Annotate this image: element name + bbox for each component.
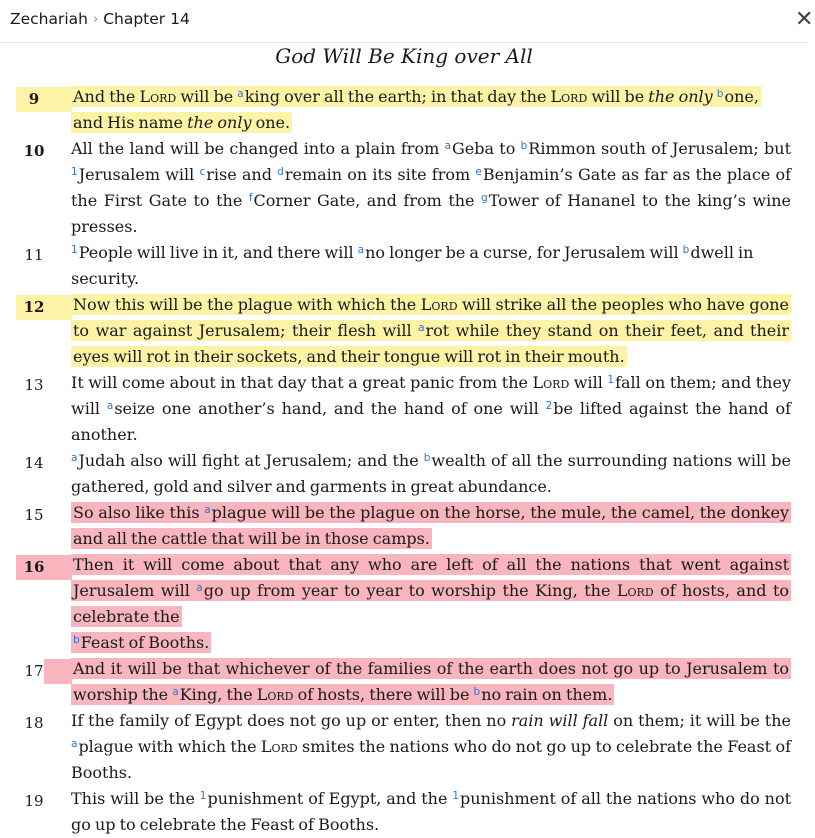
verse-16[interactable]: [0, 552, 808, 656]
footnote-link[interactable]: f: [248, 192, 253, 204]
verse-text: All the land will be changed into a plain from $^a$Geba to $^b$Rimmon south of Jerusalem; but $^1$Jerusalem will $^c$rise and $^d$remain on its site from $^e$Benjamin’s Gate as far as the place of the First Gate to the $^f$Corner Gate, and from the $^g$Tower of Hananel to the king’s wine presses.: [71, 139, 792, 236]
footnote-link[interactable]: b: [73, 634, 80, 646]
highlight-yellow: And the Lord will be $^a$king over all the earth; in that day the Lord will be the only $^b$one, and His name the only one.: [73, 87, 759, 132]
footnote-link[interactable]: a: [237, 88, 244, 100]
footnote-link[interactable]: a: [418, 322, 425, 334]
verse-13[interactable]: [0, 370, 808, 448]
verse-14[interactable]: [0, 448, 808, 500]
breadcrumb: [10, 10, 190, 28]
footnote-link[interactable]: 1: [199, 790, 207, 802]
chapter-text: [0, 84, 808, 838]
verse-number: 18: [24, 714, 44, 732]
verse-text: It will come about in that day that a great panic from the Lord will $^1$fall on them; and they will $^a$seize one another’s hand, and the hand of one will $^2$be lifted against the hand of another.: [71, 373, 792, 444]
verse-number: 13: [24, 376, 44, 394]
footnote-link[interactable]: b: [682, 244, 690, 256]
verse-number: 14: [24, 454, 44, 472]
footnote-link[interactable]: d: [277, 166, 284, 178]
footnote-link[interactable]: a: [444, 140, 451, 152]
verse-text: If the family of Egypt does not go up or enter, then no rain will fall on them; it will be the $^a$plague with which the Lord smites the nations who do not go up to celebrate the Feast of Booths.: [71, 711, 792, 782]
verse-text: $^1$People will live in it, and there will $^a$no longer be a curse, for Jerusalem will $^b$dwell in security.: [71, 243, 754, 288]
footnote-link[interactable]: a: [106, 400, 114, 412]
verse-11[interactable]: [0, 240, 808, 292]
breadcrumb-book[interactable]: Zechariah: [10, 10, 88, 28]
verse-number: 11: [24, 246, 44, 264]
footnote-link[interactable]: b: [520, 140, 528, 152]
verse-number: 17: [24, 662, 44, 680]
verse-17[interactable]: [0, 656, 808, 708]
verse-number: 12: [23, 298, 45, 316]
section-heading: God Will Be King over All: [275, 44, 533, 68]
footnote-link[interactable]: b: [716, 88, 724, 100]
verse-18[interactable]: [0, 708, 808, 786]
close-icon[interactable]: ✕: [795, 7, 814, 32]
breadcrumb-chevron-icon: ›: [93, 12, 99, 27]
verse-number: 16: [23, 558, 45, 576]
verse-text: [71, 656, 791, 708]
footnote-link[interactable]: a: [357, 244, 365, 256]
verse-10[interactable]: [0, 136, 808, 240]
verse-text: $^a$Judah also will fight at Jerusalem; and the $^b$wealth of all the surrounding nations will be gathered, gold and silver and garments in great abundance.: [71, 451, 791, 496]
footnote-link[interactable]: a: [71, 738, 78, 750]
verse-text: [71, 552, 791, 656]
header-bar: [0, 0, 814, 43]
verse-text: [71, 500, 791, 552]
footnote-link[interactable]: b: [423, 452, 431, 464]
highlight-pink: And it will be that whichever of the families of the earth does not go up to Jerusalem to worship the $^a$King, the Lord of hosts, there will be $^b$no rain on them.: [73, 659, 789, 704]
footnote-link[interactable]: b: [473, 686, 481, 698]
highlight-pink: So also like this $^a$plague will be the plague on the horse, the mule, the camel, the donkey and all the cattle that will be in those camps.: [73, 503, 789, 548]
verse-number: 10: [23, 142, 45, 160]
highlight-pink: Then it will come about that any who are left of all the nations that went against Jerusalem will $^a$go up from year to year to worship the King, the Lord of hosts, and to celebrate the $^b$Feast of Booths.: [73, 555, 789, 652]
footnote-link[interactable]: 1: [71, 166, 78, 178]
footnote-link[interactable]: g: [481, 192, 488, 204]
verse-number: 9: [28, 90, 40, 108]
footnote-link[interactable]: a: [196, 582, 203, 594]
footnote-link[interactable]: 2: [545, 400, 553, 412]
footnote-link[interactable]: a: [71, 452, 78, 464]
verse-text: [71, 292, 791, 370]
footnote-link[interactable]: a: [172, 686, 179, 698]
footnote-link[interactable]: a: [204, 504, 211, 516]
verse-text: [71, 84, 791, 136]
verse-15[interactable]: [0, 500, 808, 552]
breadcrumb-chapter[interactable]: Chapter 14: [103, 10, 190, 28]
verse-9[interactable]: [0, 84, 808, 136]
verse-19[interactable]: [0, 786, 808, 838]
verse-number: 15: [24, 506, 44, 524]
verse-text: This will be the $^1$punishment of Egypt, and the $^1$punishment of all the nations who do not go up to celebrate the Feast of Booths.: [71, 789, 791, 834]
verse-number: 19: [24, 792, 44, 810]
footnote-link[interactable]: 1: [607, 374, 615, 386]
highlight-yellow: Now this will be the plague with which the Lord will strike all the peoples who have gone to war against Jerusalem; their flesh will $^a$rot while they stand on their feet, and their eyes will rot in their sockets, and their tongue will rot in their mouth.: [73, 295, 790, 366]
footnote-link[interactable]: c: [199, 166, 206, 178]
verse-12[interactable]: [0, 292, 808, 370]
footnote-link[interactable]: e: [475, 166, 482, 178]
footnote-link[interactable]: 1: [71, 244, 78, 256]
footnote-link[interactable]: 1: [452, 790, 460, 802]
